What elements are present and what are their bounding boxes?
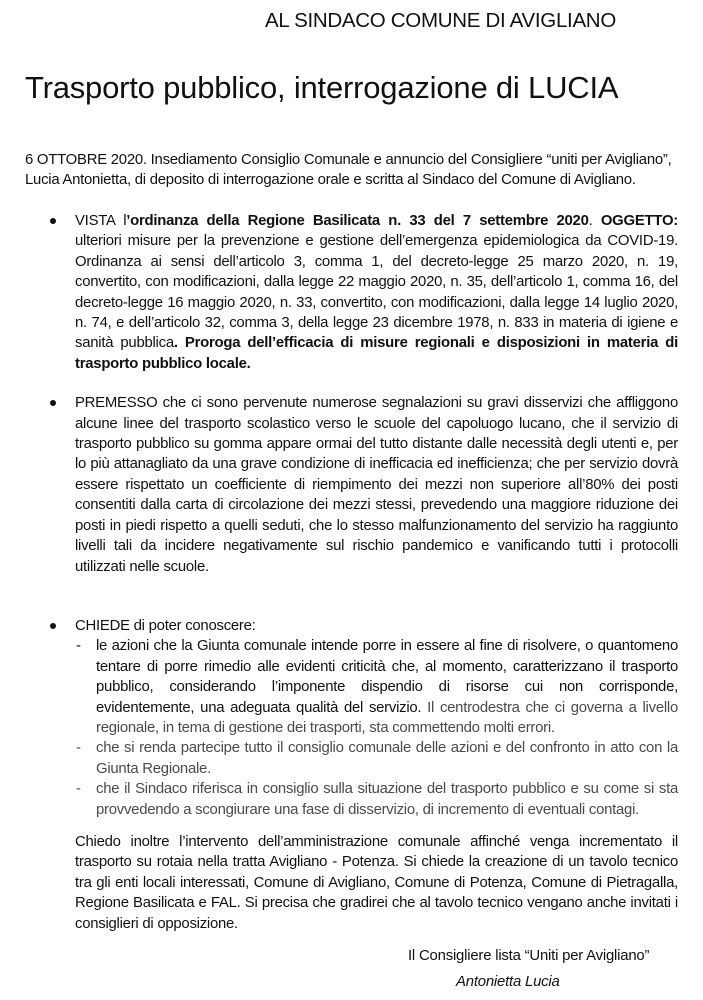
- request-item: [76, 779, 678, 820]
- addressee-heading: AL SINDACO COMUNE DI AVIGLIANO: [265, 9, 616, 32]
- signature-role: Il Consigliere lista “Uniti per Avigliano”: [408, 948, 650, 964]
- bullet-chiede: [0, 616, 678, 934]
- bullet-list: [0, 211, 703, 934]
- request-item: [76, 636, 678, 738]
- dash-icon: -: [76, 740, 81, 757]
- bullet-icon: [50, 623, 56, 629]
- request-item: [76, 738, 678, 779]
- bullet-icon: [50, 400, 56, 406]
- ordinance-reference: ’ordinanza della Regione Basilicata n. 33 del 7 settembre 2020: [126, 213, 589, 229]
- signature-name: Antonietta Lucia: [456, 974, 560, 990]
- request-text: che il Sindaco riferisca in consiglio sulla situazione del trasporto pubblico e su come si sta provvedendo a scongiurare una fase di disservizio, di incremento di eventuali contagi.: [96, 781, 678, 818]
- bullet-vista: [0, 211, 678, 374]
- request-gray-text: Il centrodestra che ci governa a livello regionale, in tema di gestione dei trasporti, sta commettendo molti errori.: [96, 699, 678, 736]
- intro-paragraph: 6 OTTOBRE 2020. Insediamento Consiglio Comunale e annuncio del Consigliere “uniti per Avigliano”, Lucia Antonietta, di deposito di interrogazione orale e scritta al Sindaco del Comune di Avigliano.: [25, 152, 672, 189]
- vista-body: ulteriori misure per la prevenzione e gestione dell’emergenza epidemiologica da COVID-19. Ordinanza ai sensi dell’articolo 3, comma 1, del decreto-legge 25 marzo 2020, n. 19, convertito, con modificazioni, dalla legge 22 maggio 2020, n. 35, dell’articolo 1, comma 16, del decreto-legge 16 maggio 2020, n. 33, convertito, con modificazioni, dalla legge 14 luglio 2020, n. 74, e dell’articolo 32, comma 3, della legge 23 dicembre 1978, n. 833 in materia di igiene e sanità pubblica: [75, 233, 678, 352]
- closing-paragraph: Chiedo inoltre l’intervento dell’amministrazione comunale affinché venga incrementato il trasporto su rotaia nella tratta Avigliano - Potenza. Si chiede la creazione di un tavolo tecnico tra gli enti locali interessati, Comune di Avigliano, Comune di Potenza, Comune di Pietragalla, Regione Basilicata e FAL. Si precisa che gradirei che al tavolo tecnico vengano anche invitati i consiglieri di opposizione.: [75, 833, 678, 932]
- bullet-icon: [50, 218, 56, 224]
- request-text: che si renda partecipe tutto il consiglio comunale delle azioni e del confronto in atto con la Giunta Regionale.: [96, 740, 678, 777]
- vista-separator: .: [588, 213, 601, 229]
- request-list: [75, 636, 678, 820]
- dash-icon: -: [76, 781, 81, 798]
- premesso-text: PREMESSO che ci sono pervenute numerose segnalazioni su gravi disservizi che affliggono alcune linee del trasporto scolastico verso le scuole del capoluogo lucano, che il servizio di trasporto pubblico su gomma appare ormai del tutto distante dalle necessità degli utenti e, per lo più attanagliato da una grave condizione di inefficacia ed inefficienza; che per servizio dovrà essere rispettato un coefficiente di riempimento dei mezzi non superiore all’80% dei posti consentiti dalla carta di circolazione dei mezzi stessi, prevedendo una maggiore riduzione dei posti in piedi rispetto a quelli seduti, che lo stesso malfunzionamento del servizio ha raggiunto livelli tali da incidere negativamente sul rischio pandemico e vanificando tutti i protocolli utilizzati nelle scuole.: [75, 395, 678, 575]
- dash-icon: -: [76, 638, 81, 655]
- vista-lead: VISTA l: [75, 213, 127, 229]
- chiede-lead: CHIEDE di poter conoscere:: [75, 617, 256, 634]
- request-text: le azioni che la Giunta comunale intende porre in essere al fine di risolvere, o quantomeno tentare di porre rimedio alle evidenti criticità che, al momento, caratterizzano il trasporto pubblico, considerando l’imponente dispendio di risorse cui non corrisponde, evidentemente, una adeguata qualità del servizio.: [96, 638, 678, 716]
- bullet-premesso: [0, 393, 678, 577]
- oggetto-label: OGGETTO:: [600, 213, 678, 229]
- document-title: Trasporto pubblico, interrogazione di LUCIA: [25, 70, 619, 105]
- proroga-text: . Proroga dell’efficacia di misure regionali e disposizioni in materia di trasporto pubblico locale.: [75, 335, 679, 372]
